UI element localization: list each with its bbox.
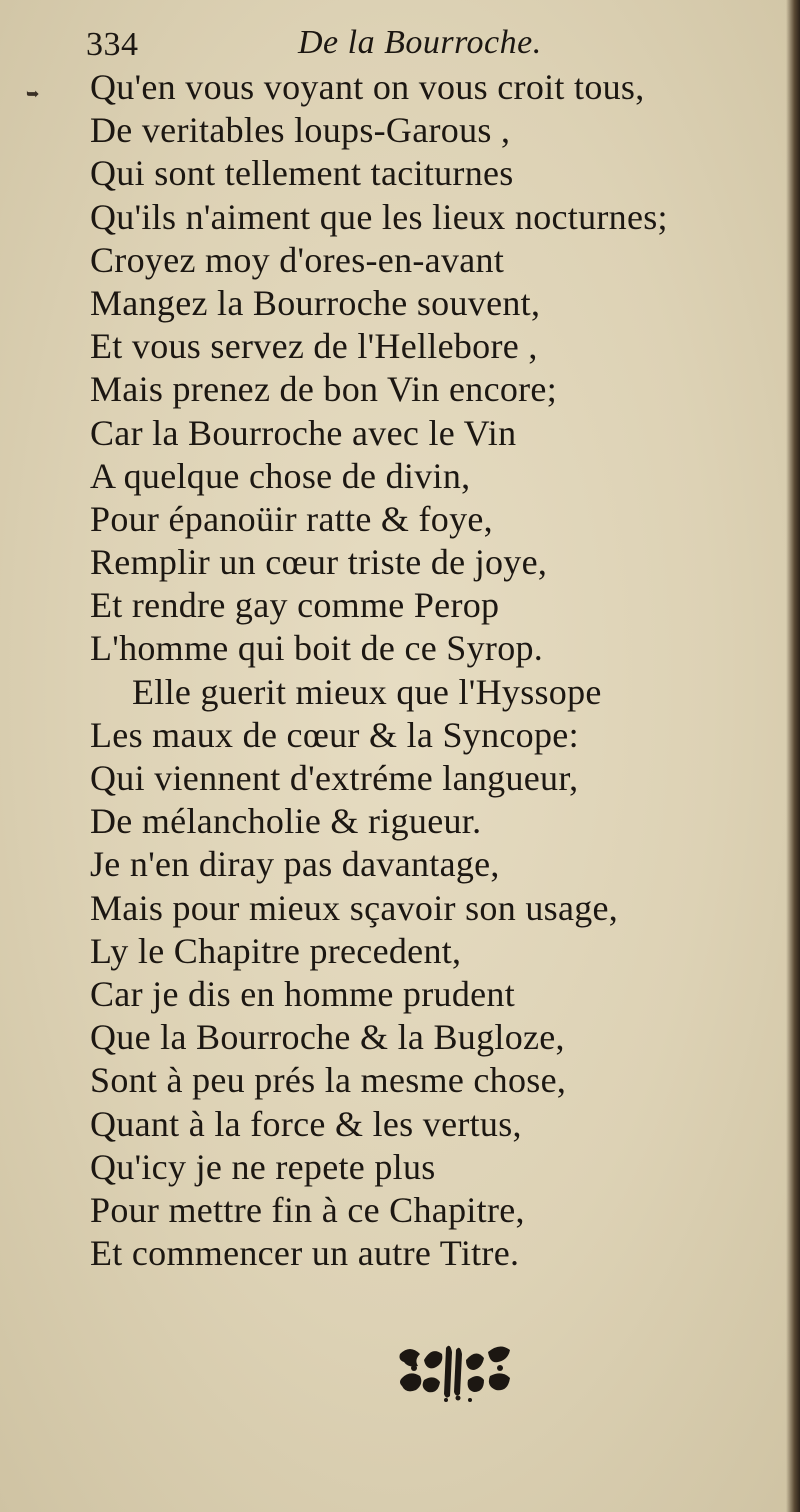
verse-line: Car je dis en homme prudent — [90, 973, 516, 1014]
margin-mark-icon: ➥ — [26, 86, 40, 103]
verse-line: Mais pour mieux sçavoir son usage, — [90, 887, 619, 928]
printers-fleuron-icon — [394, 1340, 524, 1404]
verse-line: Elle guerit mieux que l'Hyssope — [132, 671, 602, 712]
verse-line: Ly le Chapitre precedent, — [90, 930, 462, 971]
running-title: De la Bourroche. — [298, 24, 542, 61]
verse-line: Car la Bourroche avec le Vin — [90, 412, 517, 453]
verse-line: Qui sont tellement taciturnes — [90, 153, 514, 194]
verse-line: Croyez moy d'ores-en-avant — [90, 239, 505, 280]
verse-line: Qui viennent d'extréme langueur, — [90, 758, 579, 798]
verse-line: Qu'en vous voyant on vous croit tous, — [90, 67, 645, 107]
verse-line: Que la Bourroche & la Bugloze, — [90, 1017, 565, 1058]
verse-line: Et commencer un autre Titre. — [90, 1233, 520, 1274]
verse-line: De mélancholie & rigueur. — [90, 801, 482, 842]
verse-line: Les maux de cœur & la Syncope: — [90, 714, 579, 755]
verse-line: Sont à peu prés la mesme chose, — [90, 1060, 567, 1101]
page-number: 334 — [86, 26, 139, 63]
verse-line: Quant à la force & les vertus, — [90, 1103, 522, 1144]
verse-line: A quelque chose de divin, — [90, 455, 471, 496]
verse-line: Qu'ils n'aiment que les lieux nocturnes; — [90, 196, 668, 237]
verse-line: Mangez la Bourroche souvent, — [90, 282, 541, 323]
verse-line: De veritables loups-Garous , — [90, 110, 511, 151]
verse-line: Et vous servez de l'Hellebore , — [90, 326, 538, 367]
verse-line: Je n'en diray pas davantage, — [90, 844, 500, 885]
verse-line: Mais prenez de bon Vin encore; — [90, 369, 558, 410]
verse-line: Et rendre gay comme Perop — [90, 585, 500, 626]
verse-line: Qu'icy je ne repete plus — [90, 1146, 436, 1187]
page-header — [86, 22, 686, 66]
verse-line: Pour mettre fin à ce Chapitre, — [90, 1189, 525, 1230]
poem-text — [90, 66, 790, 1275]
verse-line: Pour épanoüir ratte & foye, — [90, 498, 493, 539]
verse-line: L'homme qui boit de ce Syrop. — [90, 628, 544, 669]
verse-line: Remplir un cœur triste de joye, — [90, 542, 548, 583]
